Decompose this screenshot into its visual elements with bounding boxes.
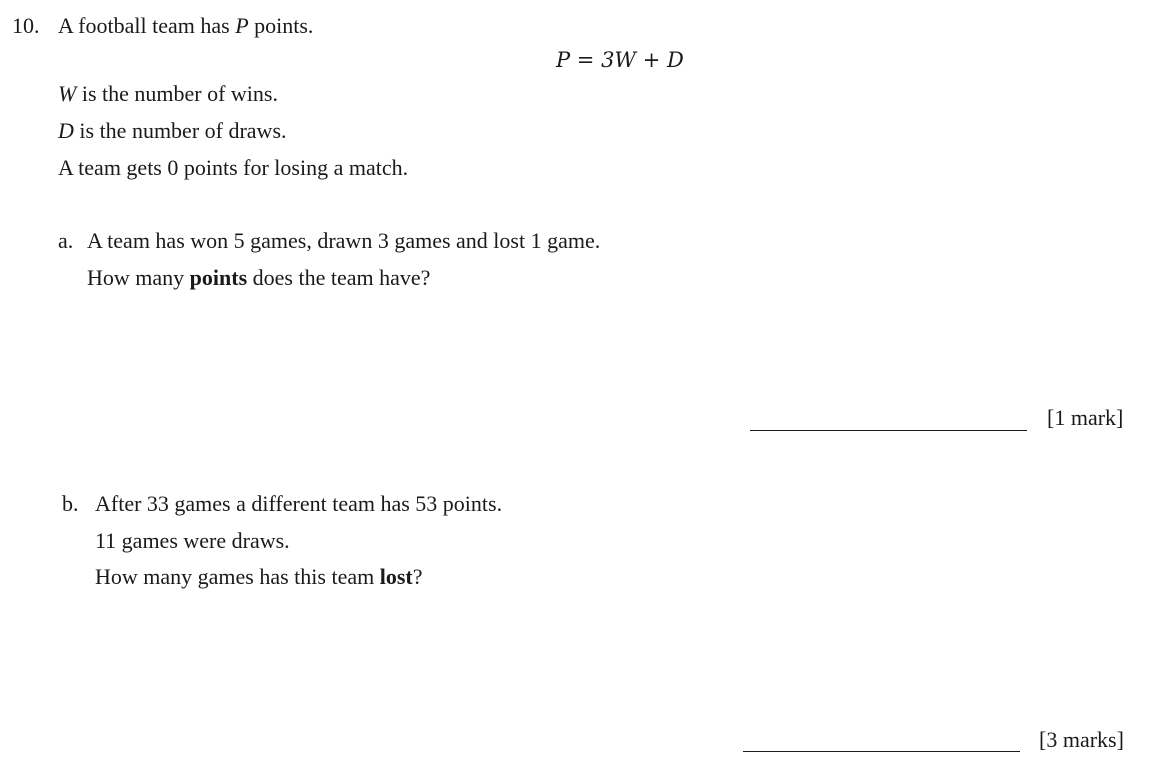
stem-text-pre: A football team has <box>58 13 236 38</box>
points-equation: P = 3W + D <box>556 48 684 72</box>
part-b-question-pre: How many games has this team <box>95 564 380 589</box>
part-a-question-bold: points <box>189 265 248 290</box>
part-b-question-bold: lost <box>379 564 413 589</box>
part-b-question-post: ? <box>412 564 423 589</box>
variable-d: D <box>58 118 74 143</box>
part-b-label: b. <box>62 491 79 516</box>
part-a-label: a. <box>58 228 74 253</box>
definition-wins <box>58 81 278 107</box>
part-b-answer-line[interactable] <box>743 751 1020 752</box>
question-stem <box>58 13 313 39</box>
loss-note: A team gets 0 points for losing a match. <box>58 155 409 180</box>
part-b-question <box>95 564 423 590</box>
part-b-line2: 11 games were draws. <box>95 528 290 553</box>
stem-text-post: points. <box>248 13 314 38</box>
variable-w: W <box>58 81 77 106</box>
definition-draws-text: is the number of draws. <box>73 118 287 143</box>
definition-draws <box>58 118 287 144</box>
part-a-question-post: does the team have? <box>247 265 431 290</box>
question-number: 10. <box>12 13 40 38</box>
part-a-line1: A team has won 5 games, drawn 3 games and lost 1 game. <box>87 228 601 253</box>
part-a-question-pre: How many <box>87 265 190 290</box>
part-b-line1: After 33 games a different team has 53 points. <box>95 491 503 516</box>
definition-wins-text: is the number of wins. <box>76 81 278 106</box>
variable-p: P <box>235 13 249 38</box>
part-a-question <box>87 265 430 291</box>
part-a-marks: [1 mark] <box>1047 405 1124 430</box>
part-b-marks: [3 marks] <box>1039 727 1124 752</box>
part-a-answer-line[interactable] <box>750 430 1027 431</box>
